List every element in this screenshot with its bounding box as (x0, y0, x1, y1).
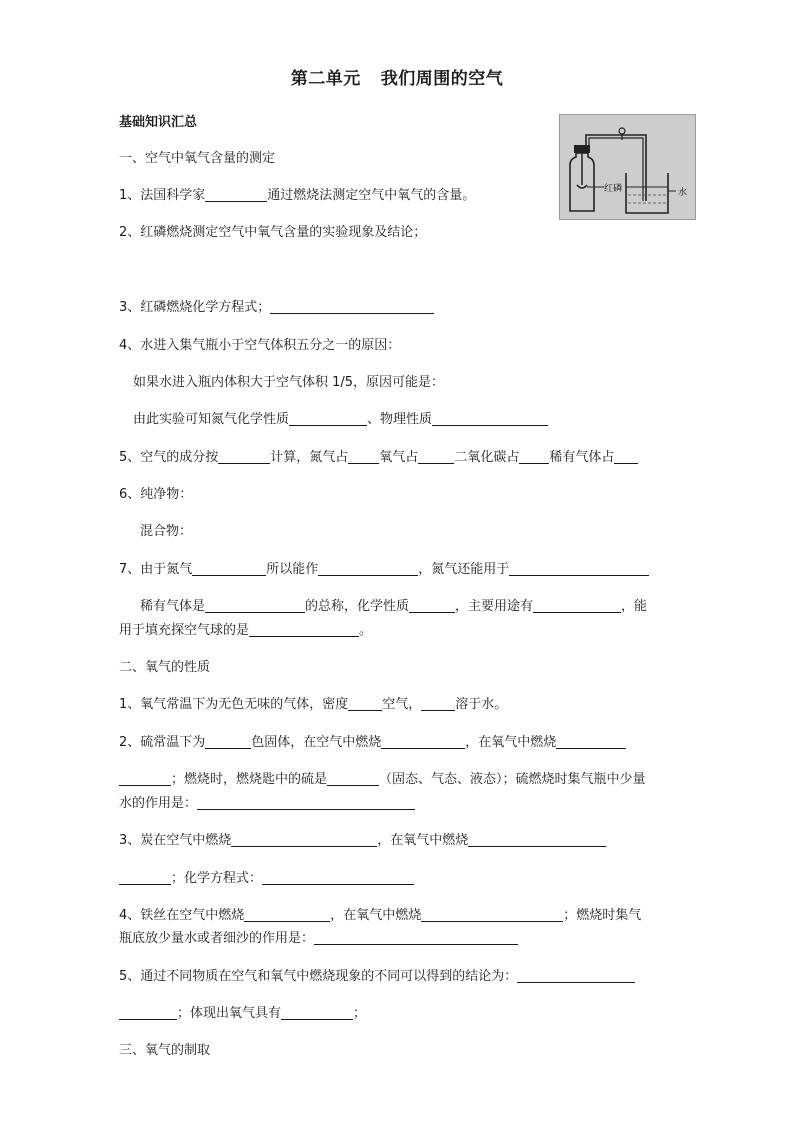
p2-b: ；燃烧时，燃烧匙中的硫是 （固态、气态、液态）；硫燃烧时集气瓶中少量 (119, 771, 646, 789)
q4: 4、水进入集气瓶小于空气体积五分之一的原因： (119, 338, 401, 353)
sec2-heading: 二、氧气的性质 (119, 660, 211, 675)
q1: 1、法国科学家 通过燃烧法测定空气中氧气的含量。 (119, 188, 476, 203)
p2-c: 水的作用是： (119, 795, 415, 813)
q3: 3、红磷燃烧化学方程式； (119, 299, 434, 317)
p5-b: ；体现出氧气具有 ； (119, 1005, 366, 1023)
label-phosphorus: 红磷 (604, 184, 623, 194)
q5: 5、空气的成分按 计算，氮气占 氧气占 二氧化碳占 稀有气体占 (119, 449, 638, 467)
p4: 4、铁丝在空气中燃烧 ，在氧气中燃烧 ；燃烧时集气 (119, 908, 642, 923)
q4-c: 由此实验可知氮气化学性质 、物理性质 (133, 411, 548, 429)
blank-chem-property (289, 411, 367, 426)
sec3-heading: 三、氧气的制取 (119, 1043, 211, 1058)
q7: 7、由于氮气 所以能作 ，氮气还能用于 (119, 561, 649, 579)
apparatus-figure (559, 114, 696, 220)
sec1-heading: 一、空气中氧气含量的测定 (119, 151, 276, 166)
q2: 2、红磷燃烧测定空气中氧气含量的实验现象及结论； (119, 225, 427, 240)
p2: 2、硫常温下为 色固体，在空气中燃烧 ，在氧气中燃烧 (119, 734, 626, 752)
p1: 1、氧气常温下为无色无味的气体，密度 空气， 溶于水。 (119, 697, 508, 712)
p3: 3、炭在空气中燃烧 ，在氧气中燃烧 (119, 832, 606, 850)
blank-phys-property (432, 411, 548, 426)
p4-b: 瓶底放少量水或者细沙的作用是： (119, 930, 518, 948)
p5: 5、通过不同物质在空气和氧气中燃烧现象的不同可以得到的结论为： (119, 968, 635, 986)
q7-b: 稀有气体是 的总称，化学性质 ，主要用途有 ，能 (140, 599, 648, 614)
q4-b: 如果水进入瓶内体积大于空气体积 1/5，原因可能是： (133, 375, 445, 390)
p3-b: ；化学方程式： (119, 870, 414, 888)
q6-b: 混合物： (140, 524, 193, 539)
q7-c: 用于填充探空气球的是 。 (119, 623, 373, 638)
label-water: 水 (678, 188, 688, 198)
page-title: 第二单元 我们周围的空气 (290, 69, 504, 89)
section-basic-heading: 基础知识汇总 (119, 115, 198, 130)
apparatus-diagram (560, 115, 695, 219)
blank-equation (270, 299, 434, 314)
blank-scientist (205, 187, 267, 202)
q6: 6、纯净物： (119, 487, 193, 502)
